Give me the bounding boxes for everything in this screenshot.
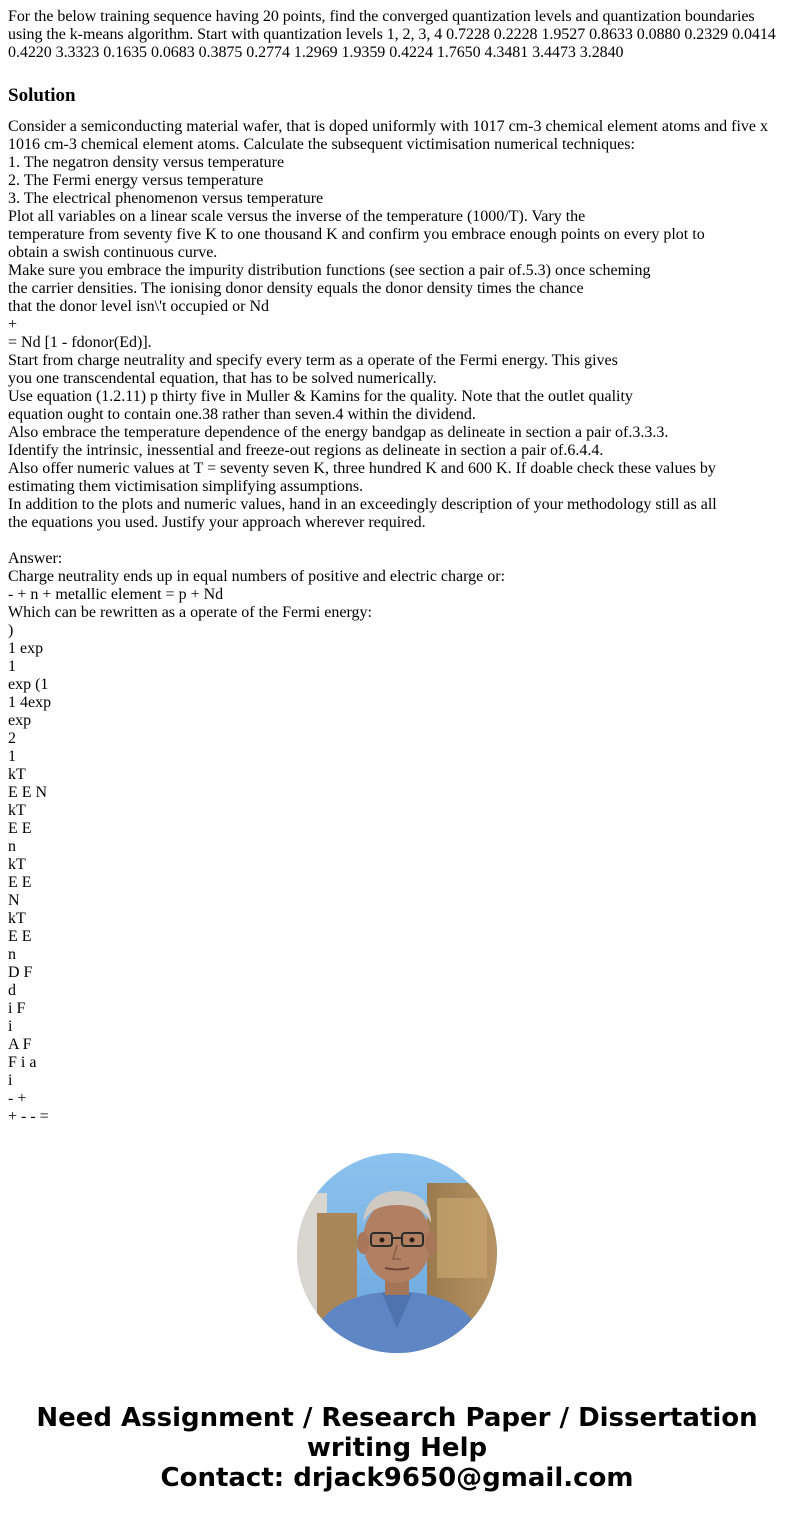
solution-line: Charge neutrality ends up in equal numbers of positive and electric charge or:	[8, 568, 506, 585]
footer-line-1: Need Assignment / Research Paper / Dissertation	[36, 1403, 758, 1433]
solution-line: kT	[8, 766, 26, 783]
solution-line: E E	[8, 928, 32, 945]
solution-line: the equations you used. Justify your approach wherever required.	[8, 514, 426, 531]
author-photo	[297, 1153, 497, 1353]
solution-line: Use equation (1.2.11) p thirty five in Muller & Kamins for the quality. Note that the outlet quality	[8, 388, 633, 405]
author-photo-illustration	[297, 1153, 497, 1353]
solution-line: N	[8, 892, 20, 909]
solution-line: i	[8, 1018, 13, 1035]
solution-line: that the donor level isn\'t occupied or Nd	[8, 298, 270, 315]
solution-line	[8, 532, 786, 550]
solution-line: equation ought to contain one.38 rather than seven.4 within the dividend.	[8, 406, 476, 423]
solution-line: 2	[8, 730, 16, 747]
footer-banner	[0, 1403, 794, 1493]
solution-line: 2. The Fermi energy versus temperature	[8, 172, 264, 189]
question-text: For the below training sequence having 20 points, find the converged quantization levels and quantization boundaries using the k-means algorithm. Start with quantization levels 1, 2, 3, 4 0.7228 0.2228 1.9527 0.8633 0.0880 0.2329 0.0414 0.4220 3.3323 0.1635 0.0683 0.3875 0.2774 1.2969 1.9359 0.4224 1.7650 4.3481 3.4473 3.2840	[8, 8, 776, 61]
solution-line: - + n + metallic element = p + Nd	[8, 586, 224, 603]
solution-line: i F	[8, 1000, 26, 1017]
solution-line: 1	[8, 748, 16, 765]
solution-line: estimating them victimisation simplifying assumptions.	[8, 478, 364, 495]
solution-line: 3. The electrical phenomenon versus temperature	[8, 190, 324, 207]
solution-line: Plot all variables on a linear scale versus the inverse of the temperature (1000/T). Vary the	[8, 208, 586, 225]
solution-line: obtain a swish continuous curve.	[8, 244, 218, 261]
solution-line: kT	[8, 910, 26, 927]
solution-line: Also offer numeric values at T = seventy seven K, three hundred K and 600 K. If doable check these values by	[8, 460, 716, 477]
solution-line: = Nd [1 - fdonor(Ed)].	[8, 334, 152, 351]
solution-line: 1. The negatron density versus temperature	[8, 154, 285, 171]
solution-line: i	[8, 1072, 13, 1089]
solution-line: n	[8, 838, 16, 855]
solution-heading: Solution	[8, 85, 76, 106]
solution-line: In addition to the plots and numeric values, hand in an exceedingly description of your methodology still as all	[8, 496, 717, 513]
solution-line: + - - =	[8, 1108, 49, 1125]
solution-line: Also embrace the temperature dependence of the energy bandgap as delineate in section a pair of.3.3.3.	[8, 424, 669, 441]
solution-line: kT	[8, 856, 26, 873]
solution-line: +	[8, 316, 18, 333]
solution-line: n	[8, 946, 16, 963]
solution-line: Identify the intrinsic, inessential and freeze-out regions as delineate in section a pair of.6.4.4.	[8, 442, 604, 459]
solution-line: E E	[8, 874, 32, 891]
solution-line: Answer:	[8, 550, 63, 567]
solution-line: E E	[8, 820, 32, 837]
solution-line: d	[8, 982, 16, 999]
solution-line: exp	[8, 712, 32, 729]
solution-line: 1	[8, 658, 16, 675]
solution-line: 1 4exp	[8, 694, 52, 711]
solution-line: E E N	[8, 784, 48, 801]
solution-line: kT	[8, 802, 26, 819]
document-body	[8, 8, 786, 1126]
solution-line: temperature from seventy five K to one thousand K and confirm you embrace enough points on every plot to	[8, 226, 705, 243]
solution-line: 1016 cm-3 chemical element atoms. Calculate the subsequent victimisation numerical techniques:	[8, 136, 635, 153]
solution-line: Which can be rewritten as a operate of the Fermi energy:	[8, 604, 372, 621]
solution-line: F i a	[8, 1054, 37, 1071]
solution-line: exp (1	[8, 676, 49, 693]
footer-line-2: writing Help	[306, 1433, 488, 1463]
solution-line: 1 exp	[8, 640, 44, 657]
footer-contact: Contact: drjack9650@gmail.com	[160, 1463, 634, 1493]
solution-line: A F	[8, 1036, 32, 1053]
solution-line: you one transcendental equation, that has to be solved numerically.	[8, 370, 437, 387]
solution-line: the carrier densities. The ionising donor density equals the donor density times the chance	[8, 280, 584, 297]
solution-text	[8, 118, 786, 1126]
solution-line: Consider a semiconducting material wafer, that is doped uniformly with 1017 cm-3 chemical element atoms and five x	[8, 118, 769, 135]
solution-line: Start from charge neutrality and specify every term as a operate of the Fermi energy. This gives	[8, 352, 618, 369]
solution-line: )	[8, 622, 14, 639]
solution-line: Make sure you embrace the impurity distribution functions (see section a pair of.5.3) once scheming	[8, 262, 651, 279]
solution-line: D F	[8, 964, 33, 981]
solution-line: - +	[8, 1090, 27, 1107]
